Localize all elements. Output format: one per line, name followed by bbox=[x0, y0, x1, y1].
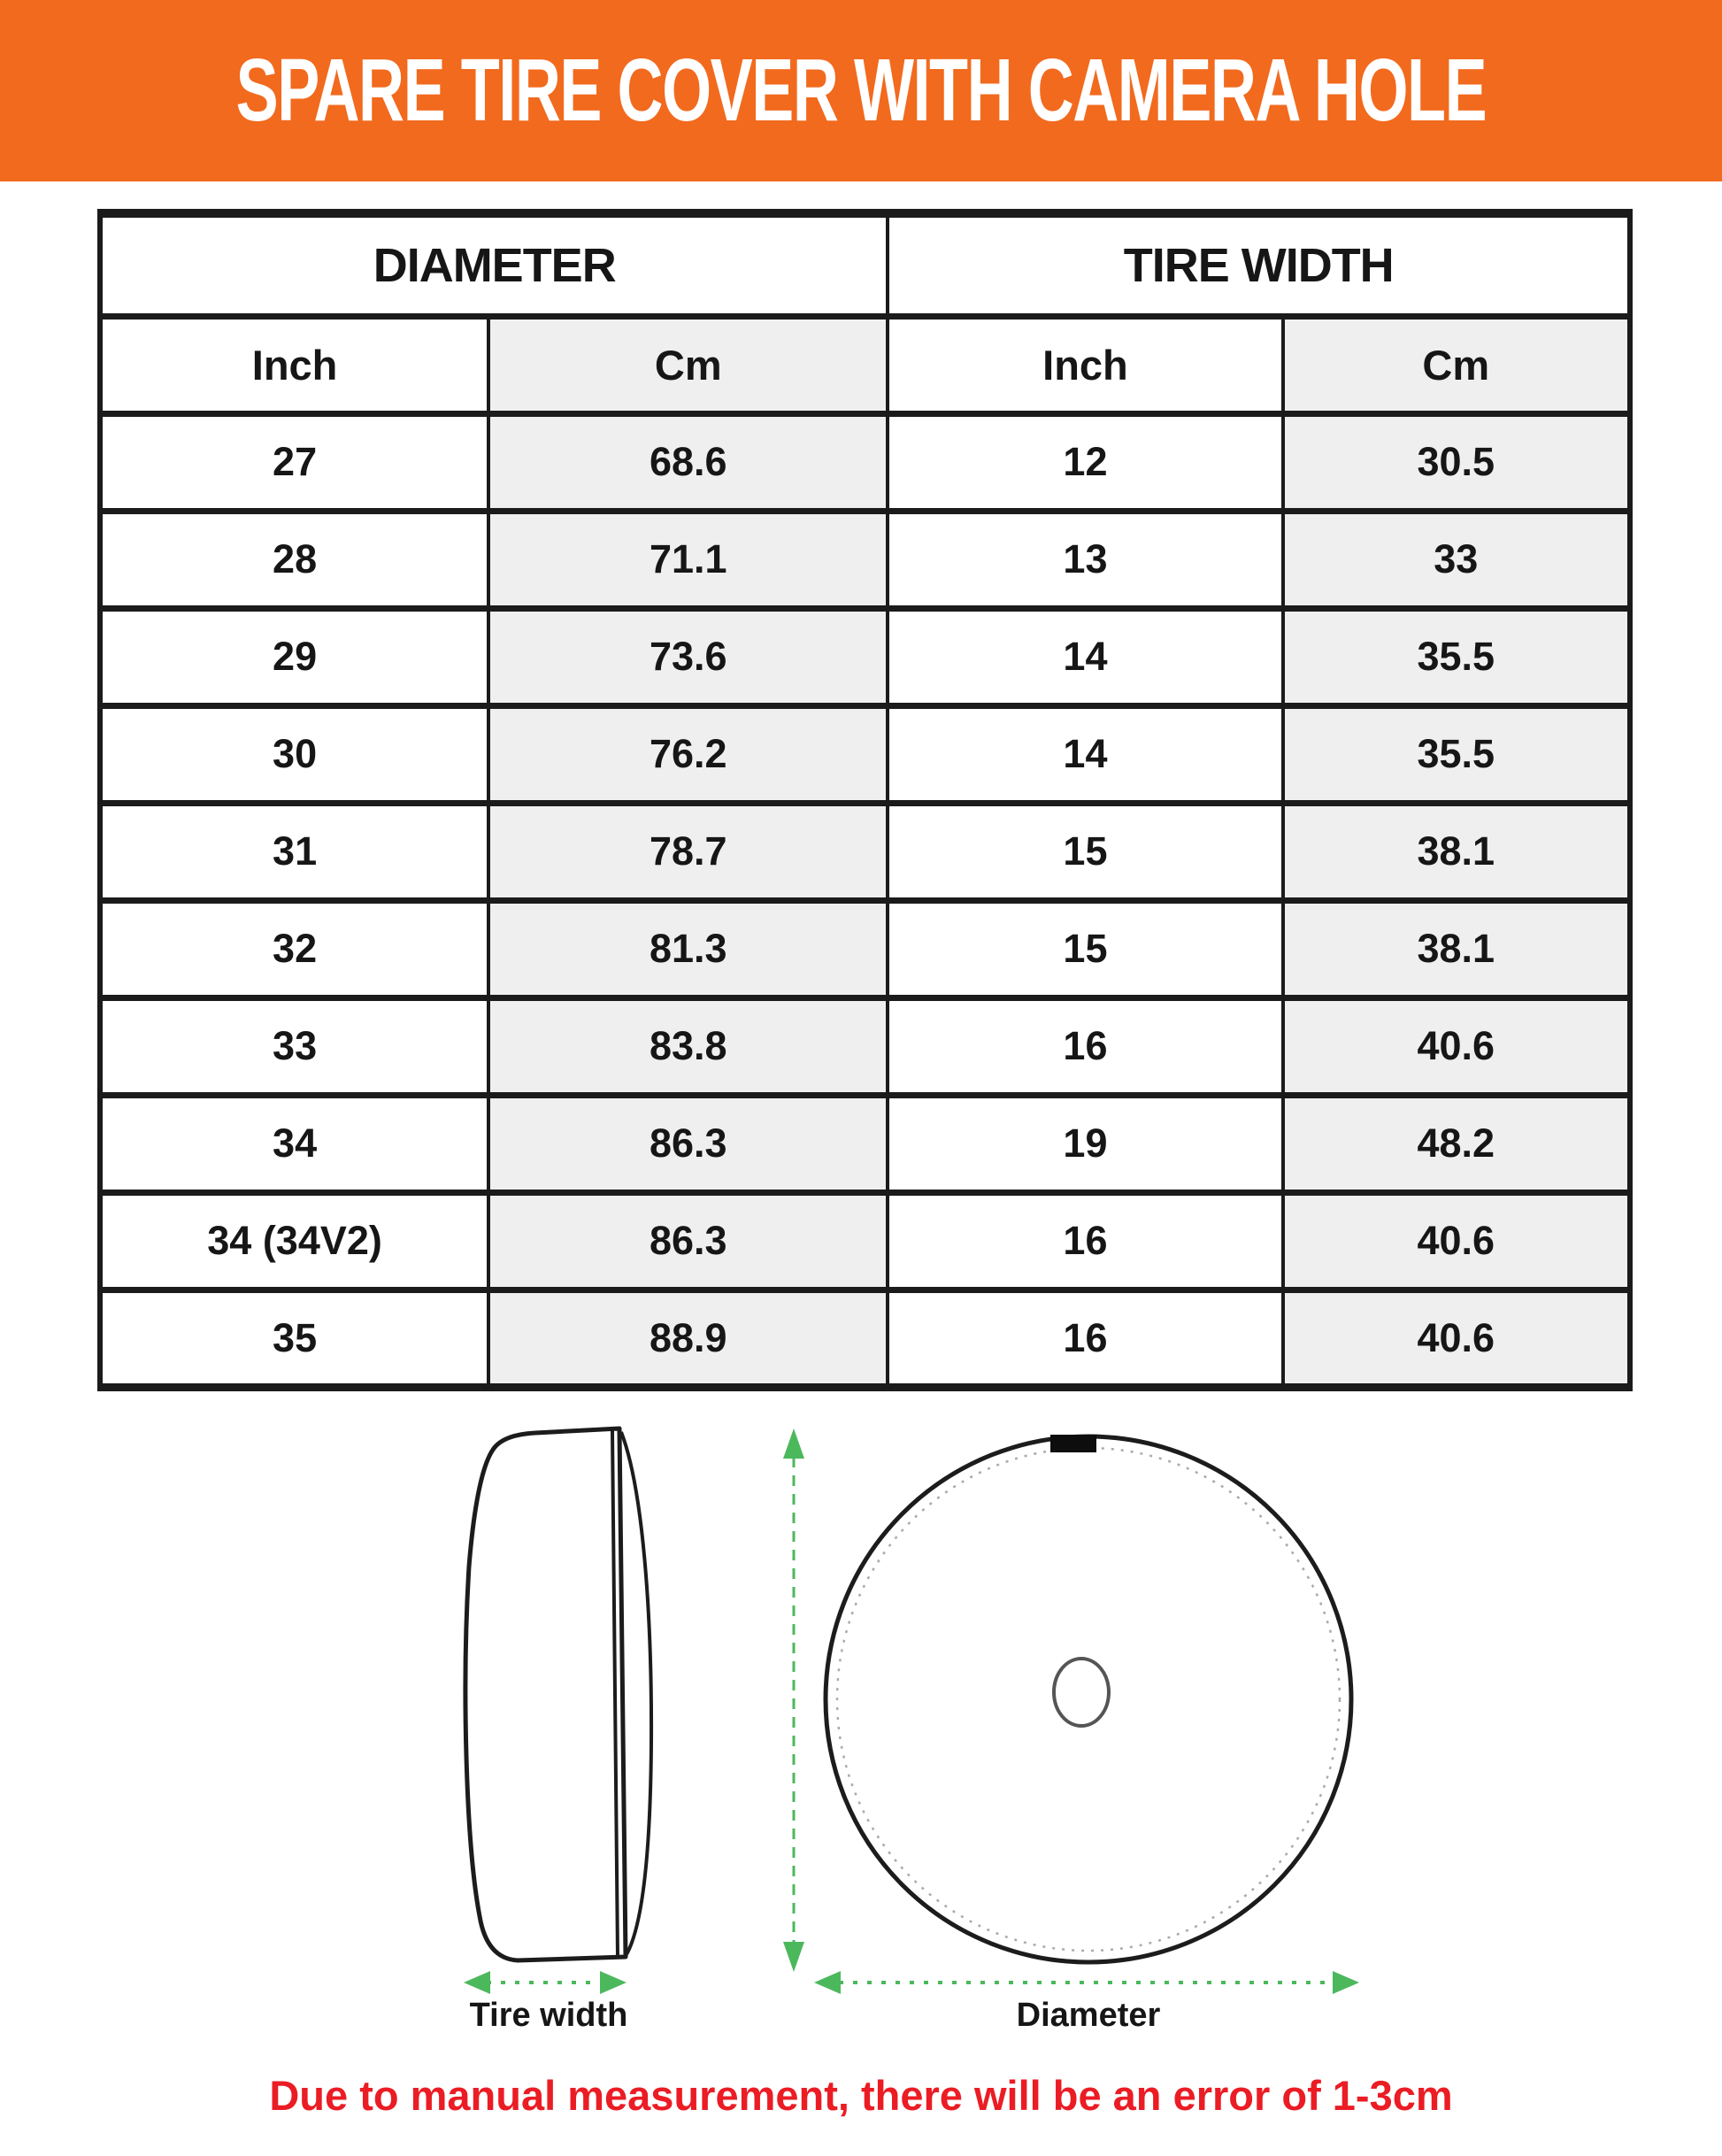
table-cell: 48.2 bbox=[1283, 1095, 1631, 1192]
table-cell: 35.5 bbox=[1283, 705, 1631, 803]
tire-diagram-svg bbox=[398, 1416, 1460, 2053]
section-header-tire-width: TIRE WIDTH bbox=[888, 213, 1630, 316]
table-row bbox=[100, 608, 1630, 705]
table-cell: 32 bbox=[100, 900, 488, 997]
cover-top-marker bbox=[1050, 1435, 1096, 1452]
table-cell: 14 bbox=[888, 608, 1282, 705]
table-cell: 86.3 bbox=[488, 1095, 888, 1192]
table-cell: 73.6 bbox=[488, 608, 888, 705]
table-cell: 38.1 bbox=[1283, 803, 1631, 900]
table-cell: 16 bbox=[888, 1192, 1282, 1290]
table-cell: 35.5 bbox=[1283, 608, 1631, 705]
table-cell: 12 bbox=[888, 413, 1282, 511]
diameter-label: Diameter bbox=[1016, 1997, 1161, 2034]
section-header-diameter: DIAMETER bbox=[100, 213, 888, 316]
column-header-diameter-inch: Inch bbox=[100, 316, 488, 413]
camera-hole-icon bbox=[1054, 1659, 1109, 1726]
table-row bbox=[100, 511, 1630, 608]
table-cell: 14 bbox=[888, 705, 1282, 803]
tire-width-arrow-icon bbox=[464, 1971, 627, 1994]
table-cell: 40.6 bbox=[1283, 1192, 1631, 1290]
table-cell: 76.2 bbox=[488, 705, 888, 803]
table-cell: 83.8 bbox=[488, 997, 888, 1095]
column-header-width-inch: Inch bbox=[888, 316, 1282, 413]
table-row bbox=[100, 413, 1630, 511]
size-table-body bbox=[100, 413, 1630, 1387]
table-cell: 71.1 bbox=[488, 511, 888, 608]
table-cell: 30 bbox=[100, 705, 488, 803]
table-cell: 13 bbox=[888, 511, 1282, 608]
table-cell: 38.1 bbox=[1283, 900, 1631, 997]
table-section-row bbox=[100, 213, 1630, 316]
table-cell: 16 bbox=[888, 997, 1282, 1095]
table-cell: 40.6 bbox=[1283, 1290, 1631, 1387]
table-row bbox=[100, 997, 1630, 1095]
table-cell: 35 bbox=[100, 1290, 488, 1387]
table-row bbox=[100, 705, 1630, 803]
header-banner bbox=[0, 0, 1722, 181]
height-arrow-icon bbox=[783, 1428, 804, 1972]
table-cell: 31 bbox=[100, 803, 488, 900]
tire-side-view-icon bbox=[465, 1428, 651, 1960]
table-cell: 34 (34V2) bbox=[100, 1192, 488, 1290]
table-cell: 27 bbox=[100, 413, 488, 511]
table-cell: 19 bbox=[888, 1095, 1282, 1192]
table-row bbox=[100, 900, 1630, 997]
table-cell: 29 bbox=[100, 608, 488, 705]
table-cell: 28 bbox=[100, 511, 488, 608]
table-cell: 88.9 bbox=[488, 1290, 888, 1387]
table-cell: 15 bbox=[888, 803, 1282, 900]
size-table bbox=[97, 209, 1633, 1391]
column-header-width-cm: Cm bbox=[1283, 316, 1631, 413]
table-cell: 16 bbox=[888, 1290, 1282, 1387]
table-row bbox=[100, 1290, 1630, 1387]
table-cell: 68.6 bbox=[488, 413, 888, 511]
table-row bbox=[100, 803, 1630, 900]
tire-front-view-icon bbox=[826, 1435, 1351, 1962]
page-title: SPARE TIRE COVER WITH CAMERA HOLE bbox=[235, 41, 1487, 140]
tire-diagram bbox=[398, 1416, 1460, 2053]
table-column-row bbox=[100, 316, 1630, 413]
table-cell: 33 bbox=[100, 997, 488, 1095]
table-cell: 30.5 bbox=[1283, 413, 1631, 511]
table-cell: 86.3 bbox=[488, 1192, 888, 1290]
table-cell: 81.3 bbox=[488, 900, 888, 997]
table-cell: 34 bbox=[100, 1095, 488, 1192]
measurement-note: Due to manual measurement, there will be an error of 1-3cm bbox=[269, 2072, 1453, 2119]
column-header-diameter-cm: Cm bbox=[488, 316, 888, 413]
table-cell: 33 bbox=[1283, 511, 1631, 608]
table-cell: 40.6 bbox=[1283, 997, 1631, 1095]
diameter-arrow-icon bbox=[814, 1971, 1359, 1994]
table-row bbox=[100, 1095, 1630, 1192]
table-row bbox=[100, 1192, 1630, 1290]
table-cell: 78.7 bbox=[488, 803, 888, 900]
tire-width-label: Tire width bbox=[469, 1997, 628, 2034]
table-cell: 15 bbox=[888, 900, 1282, 997]
